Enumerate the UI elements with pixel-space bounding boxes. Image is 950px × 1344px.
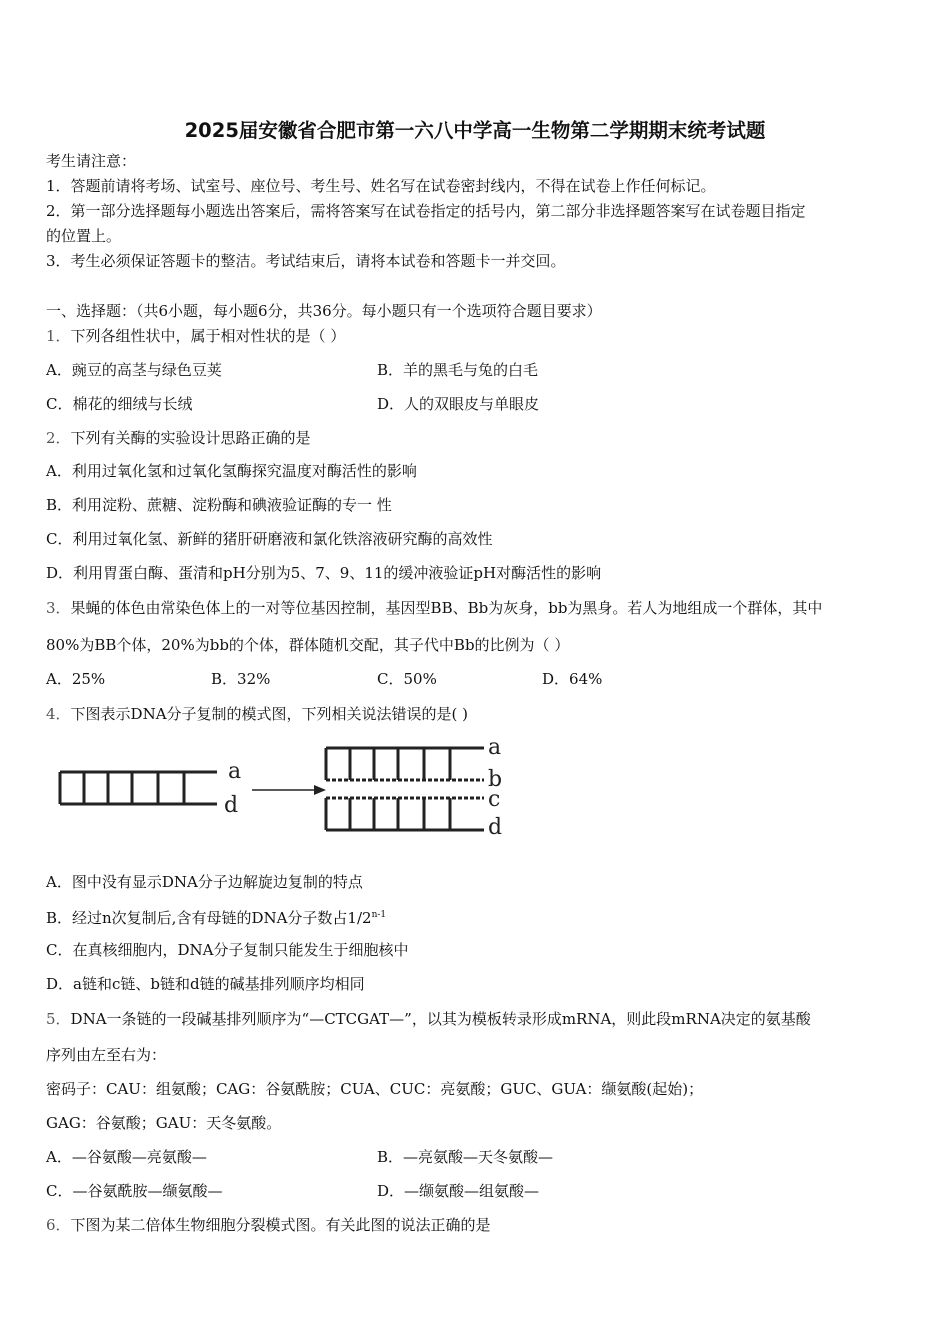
question-number: 3． [46,599,71,617]
q1-option-a: A．豌豆的高茎与绿色豆荚 [46,361,222,379]
q1-option-b: B．羊的黑毛与兔的白毛 [377,361,539,379]
q4-option-b-text: B．经过n次复制后,含有母链的DNA分子数占1/2 [46,909,372,927]
q2-option-a: A．利用过氧化氢和过氧化氢酶探究温度对酶活性的影响 [46,462,417,480]
question-text: 下图为某二倍体生物细胞分裂模式图。有关此图的说法正确的是 [70,1216,491,1234]
notice-heading: 考生请注意： [46,152,137,170]
label-right-b: b [488,767,503,792]
q2-option-c: C．利用过氧化氢、新鲜的猪肝研磨液和氯化铁溶液研究酶的高效性 [46,530,493,548]
q3-option-d: D．64% [542,670,603,688]
question-5-codons: 密码子：CAU：组氨酸；CAG：谷氨酰胺；CUA、CUC：亮氨酸；GUC、GUA：缬氨酸(起始)； [46,1080,704,1098]
question-number: 5． [46,1010,71,1028]
notice-item-1: 1．答题前请将考场、试室号、座位号、考生号、姓名写在试卷密封线内，不得在试卷上作任何标记。 [46,177,716,195]
notice-item-2: 2．第一部分选择题每小题选出答案后，需将答案写在试卷指定的括号内，第二部分非选择题答案写在试卷题目指定 [46,202,806,220]
question-1 [46,326,345,346]
q2-option-b: B．利用淀粉、蔗糖、淀粉酶和碘液验证酶的专一 性 [46,496,392,514]
question-5-codons-cont: GAG：谷氨酸；GAU：天冬氨酸。 [46,1114,282,1132]
q4-option-c: C．在真核细胞内，DNA分子复制只能发生于细胞核中 [46,941,409,959]
label-left-d: d [224,793,239,818]
question-number: 1． [46,327,71,345]
q5-option-d: D．—缬氨酸—组氨酸— [377,1182,540,1200]
q2-option-d: D．利用胃蛋白酶、蛋清和pH分别为5、7、9、11的缓冲液验证pH对酶活性的影响 [46,564,602,582]
question-number: 6． [46,1216,71,1234]
q4-option-b [46,905,386,928]
question-2 [46,428,311,448]
q1-option-d: D．人的双眼皮与单眼皮 [377,395,540,413]
question-5-line2: 序列由左至右为： [46,1046,167,1064]
q3-option-c: C．50% [377,670,437,688]
q5-option-c: C．—谷氨酰胺—缬氨酸— [46,1182,223,1200]
q4-option-d: D．a链和c链、b链和d链的碱基排列顺序均相同 [46,975,365,993]
question-text: 下图表示DNA分子复制的模式图，下列相关说法错误的是( ) [70,705,469,723]
question-6 [46,1215,491,1235]
q5-option-a: A．—谷氨酸—亮氨酸— [46,1148,207,1166]
question-number: 4． [46,705,71,723]
q5-option-b: B．—亮氨酸—天冬氨酸— [377,1148,554,1166]
q3-option-a: A．25% [46,670,106,688]
question-text-line1: 果蝇的体色由常染色体上的一对等位基因控制，基因型BB、Bb为灰身，bb为黑身。若人为地组成一个群体，其中 [70,599,823,617]
question-text: 下列各组性状中，属于相对性状的是（ ） [70,327,346,345]
question-4 [46,704,468,724]
dna-replication-diagram [52,734,522,844]
label-left-a: a [228,759,242,784]
label-right-c: c [488,787,501,812]
exponent: n-1 [371,910,387,920]
label-right-d: d [488,815,503,840]
question-text: 下列有关酶的实验设计思路正确的是 [70,429,311,447]
section-heading: 一、选择题：（共6小题，每小题6分，共36分。每小题只有一个选项符合题目要求） [46,302,602,320]
notice-item-3: 3．考生必须保证答题卡的整洁。考试结束后，请将本试卷和答题卡一并交回。 [46,252,566,270]
label-right-a: a [488,735,502,760]
question-text-line1: DNA一条链的一段碱基排列顺序为“—CTCGAT—”，以其为模板转录形成mRNA，则此段mRNA决定的氨基酸 [70,1010,811,1028]
q4-option-a: A．图中没有显示DNA分子边解旋边复制的特点 [46,873,363,891]
notice-item-2-cont: 的位置上。 [46,227,122,245]
q3-option-b: B．32% [211,670,271,688]
question-5 [46,1009,811,1029]
question-number: 2． [46,429,71,447]
page-title: 2025届安徽省合肥市第一六八中学高一生物第二学期期末统考试题 [184,119,766,142]
q1-option-c: C．棉花的细绒与长绒 [46,395,193,413]
question-3 [46,598,822,618]
question-3-line2: 80%为BB个体，20%为bb的个体，群体随机交配，其子代中Bb的比例为（ ） [46,636,570,654]
